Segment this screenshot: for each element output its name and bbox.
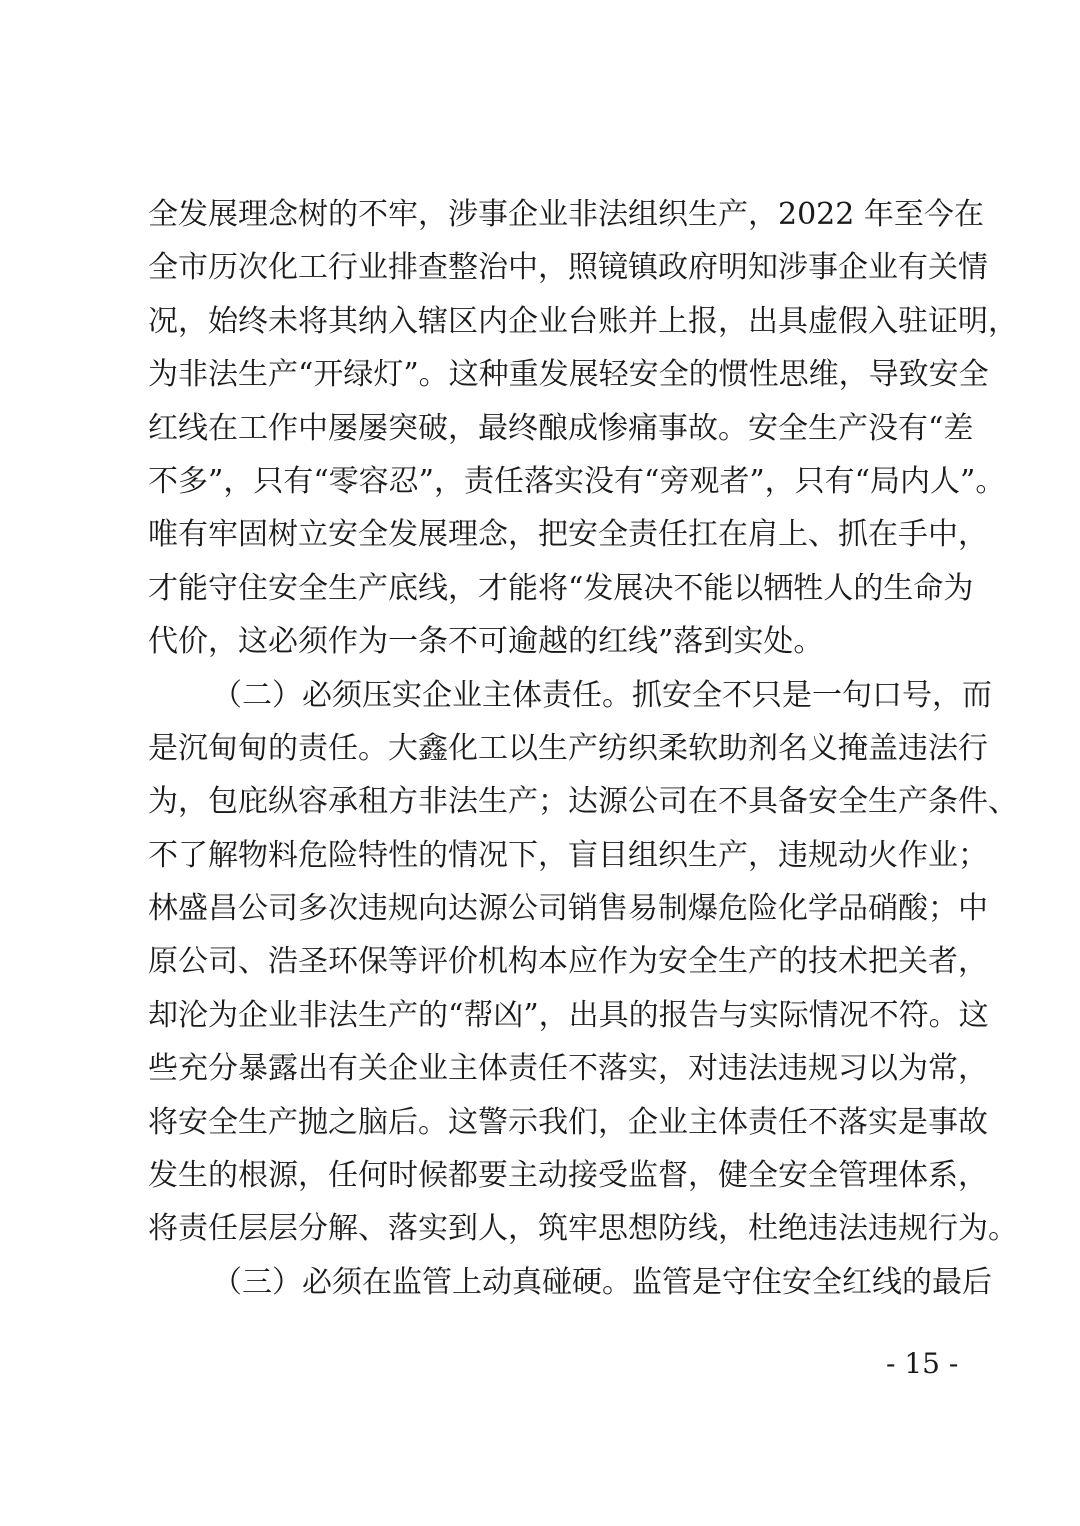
text-line: 些充分暴露出有关企业主体责任不落实，对违法违规习以为常， (148, 1051, 988, 1087)
text-line: 不了解物料危险特性的情况下，盲目组织生产，违规动火作业； (148, 837, 988, 873)
text-line: 林盛昌公司多次违规向达源公司销售易制爆危险化学品硝酸；中 (148, 891, 988, 927)
text-line: 才能守住安全生产底线，才能将“发展决不能以牺牲人的生命为 (148, 570, 974, 606)
section-heading-line: （二）必须压实企业主体责任。抓安全不只是一句口号，而 (212, 677, 992, 713)
text-line: 唯有牢固树立安全发展理念，把安全责任扛在肩上、抓在手中， (148, 517, 988, 553)
text-line: 是沉甸甸的责任。大鑫化工以生产纺织柔软助剂名义掩盖违法行 (148, 730, 988, 766)
text-line: 将安全生产抛之脑后。这警示我们，企业主体责任不落实是事故 (148, 1104, 988, 1140)
text-line: 原公司、浩圣环保等评价机构本应作为安全生产的技术把关者， (148, 944, 988, 980)
text-line: 代价，这必须作为一条不可逾越的红线”落到实处。 (148, 624, 824, 660)
page-number: - 15 - (886, 1347, 959, 1380)
body-text (148, 188, 1018, 1309)
text-line: 为，包庇纵容承租方非法生产；达源公司在不具备安全生产条件、 (148, 784, 1018, 820)
text-line: 不多”，只有“零容忍”，责任落实没有“旁观者”，只有“局内人”。 (148, 463, 1006, 499)
text-line: 红线在工作中屡屡突破，最终酿成惨痛事故。安全生产没有“差 (148, 410, 974, 446)
text-line: 全发展理念树的不牢，涉事企业非法组织生产，2022 年至今在 (148, 197, 984, 232)
text-line: 全市历次化工行业排查整治中，照镜镇政府明知涉事企业有关情 (148, 250, 988, 286)
text-line: 况，始终未将其纳入辖区内企业台账并上报，出具虚假入驻证明， (148, 303, 1018, 339)
text-line: 却沦为企业非法生产的“帮凶”，出具的报告与实际情况不符。这 (148, 997, 989, 1033)
text-line: 为非法生产“开绿灯”。这种重发展轻安全的惯性思维，导致安全 (148, 357, 989, 393)
section-heading-line: （三）必须在监管上动真碰硬。监管是守住安全红线的最后 (212, 1264, 992, 1300)
text-line: 将责任层层分解、落实到人，筑牢思想防线，杜绝违法违规行为。 (148, 1211, 1018, 1247)
text-line: 发生的根源，任何时候都要主动接受监督，健全安全管理体系， (148, 1158, 988, 1194)
